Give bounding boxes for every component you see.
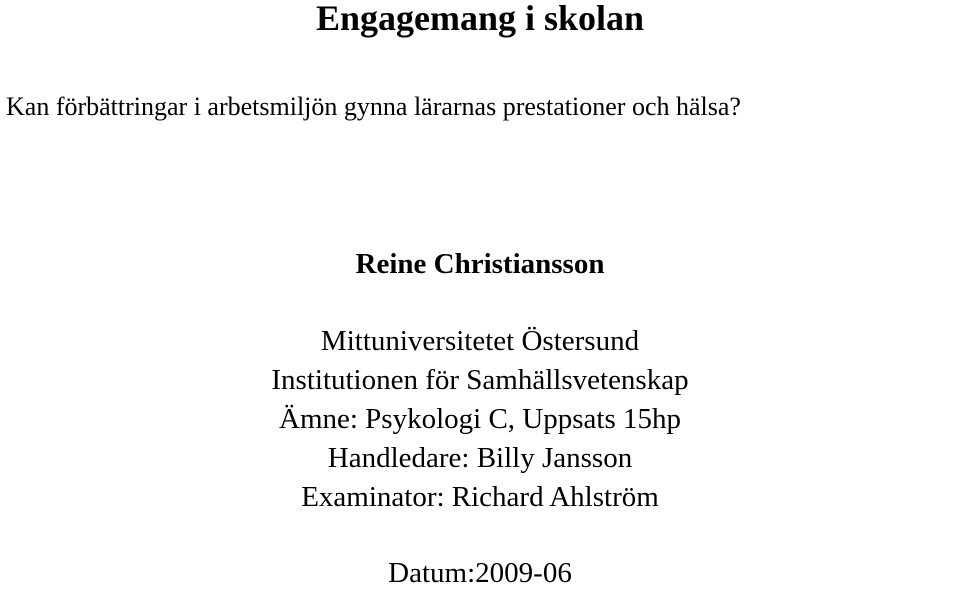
document-date: Datum:2009-06 xyxy=(388,557,572,589)
info-line-supervisor: Handledare: Billy Jansson xyxy=(327,442,633,474)
affiliation-info xyxy=(0,322,960,517)
document-title: Engagemang i skolan xyxy=(315,0,645,38)
info-line-university: Mittuniversitetet Östersund xyxy=(320,325,640,357)
info-line-subject: Ämne: Psykologi C, Uppsats 15hp xyxy=(279,403,681,435)
author-name: Reine Christiansson xyxy=(355,248,605,280)
info-line-department: Institutionen för Samhällsvetenskap xyxy=(271,364,689,396)
document-subtitle: Kan förbättringar i arbetsmiljön gynna lärarnas prestationer och hälsa? xyxy=(6,92,741,121)
info-line-examiner: Examinator: Richard Ahlström xyxy=(301,481,659,513)
